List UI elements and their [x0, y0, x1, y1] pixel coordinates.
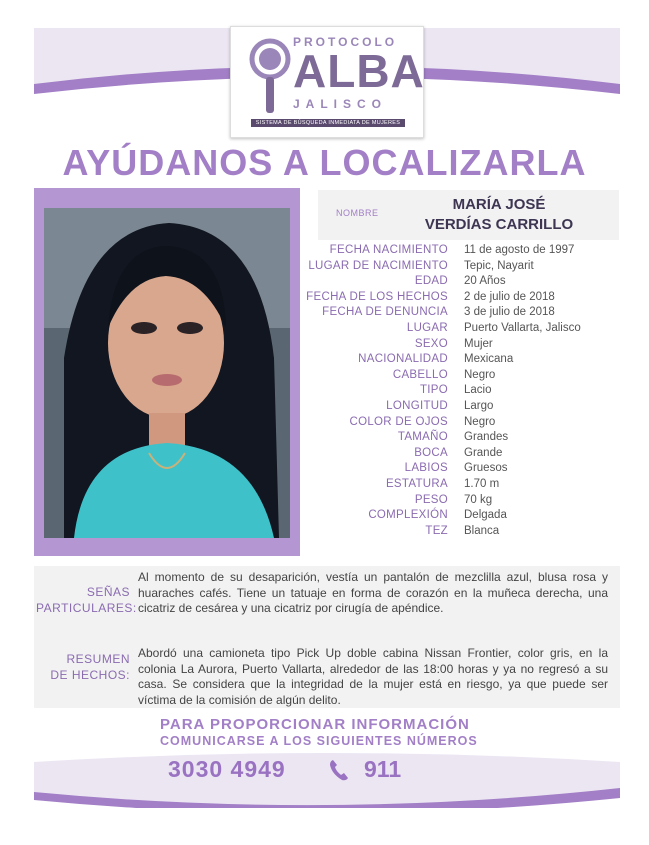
field-value: Tepic, Nayarit [464, 259, 534, 272]
field-row [300, 369, 620, 385]
field-label: LUGAR DE NACIMIENTO [308, 259, 448, 272]
field-row [300, 353, 620, 369]
field-value: Puerto Vallarta, Jalisco [464, 321, 581, 334]
senas-label [36, 584, 137, 616]
field-label: FECHA DE DENUNCIA [322, 306, 448, 319]
field-value: Largo [464, 399, 494, 412]
field-row [300, 400, 620, 416]
contact-line-2: COMUNICARSE A LOS SIGUIENTES NÚMEROS [160, 734, 478, 748]
field-value: 1.70 m [464, 477, 500, 490]
field-value: 3 de julio de 2018 [464, 306, 555, 319]
field-value: 2 de julio de 2018 [464, 290, 555, 303]
field-row [300, 462, 620, 478]
field-row [300, 525, 620, 541]
missing-person-photo [44, 208, 290, 538]
contact-line-1: PARA PROPORCIONAR INFORMACIÓN [160, 716, 470, 733]
resumen-text: Abordó una camioneta tipo Pick Up doble cabina Nissan Frontier, color gris, en la colonia La Aurora, Puerto Vallarta, alrededor de las 18:00 horas y ya no regresó a su casa. Se considera que la integridad de la mujer está en riesgo, ya que puede ser víctima de la comisión de algún delito. [138, 646, 608, 707]
resumen-label-line-1: RESUMEN [66, 652, 130, 666]
senas-text: Al momento de su desaparición, vestía un pantalón de mezclilla azul, blusa rosa y huaraches cafés. Tiene un tatuaje en forma de corazón en la muñeca derecha, una cicatriz de cesárea y una cicatriz por cirugía de apéndice. [138, 570, 608, 615]
resumen-label-line-2: DE HECHOS: [50, 668, 130, 682]
field-label: COLOR DE OJOS [349, 415, 448, 428]
page-title: AYÚDANOS A LOCALIZARLA [62, 142, 587, 183]
logo-sistema: SISTEMA DE BÚSQUEDA INMEDIATA DE MUJERES [251, 119, 405, 127]
field-value: 70 kg [464, 493, 493, 506]
field-label: BOCA [414, 446, 448, 459]
name-line-1: MARÍA JOSÉ [452, 196, 546, 213]
field-label: LUGAR [406, 321, 448, 334]
field-value: Grande [464, 446, 503, 459]
alba-logo [230, 26, 424, 138]
field-value: Gruesos [464, 462, 508, 475]
field-row [300, 338, 620, 354]
field-label: EDAD [414, 275, 448, 288]
person-name [390, 195, 608, 235]
field-label: NACIONALIDAD [358, 353, 448, 366]
field-value: Mexicana [464, 353, 514, 366]
field-label: SEXO [414, 337, 448, 350]
field-row [300, 416, 620, 432]
phone-icon [328, 758, 350, 782]
field-value: Negro [464, 368, 496, 381]
field-label: FECHA DE LOS HECHOS [306, 290, 448, 303]
details-list [300, 244, 620, 540]
field-value: Grandes [464, 431, 509, 444]
resumen-label [36, 651, 130, 683]
field-value: 20 Años [464, 275, 506, 288]
field-row [300, 447, 620, 463]
field-row [300, 275, 620, 291]
field-label: TEZ [425, 524, 448, 537]
field-row [300, 322, 620, 338]
field-row [300, 509, 620, 525]
field-row [300, 478, 620, 494]
field-row [300, 306, 620, 322]
logo-alba: ALBA [293, 45, 425, 97]
field-value: Blanca [464, 524, 500, 537]
senas-label-line-1: SEÑAS [86, 585, 130, 599]
field-row [300, 384, 620, 400]
field-label: PESO [414, 493, 448, 506]
field-label: FECHA NACIMIENTO [329, 244, 448, 256]
field-row [300, 291, 620, 307]
magnifier-icon [249, 37, 291, 117]
field-row [300, 494, 620, 510]
field-value: 11 de agosto de 1997 [464, 244, 575, 256]
logo-protocolo: PROTOCOLO [293, 35, 398, 49]
emergency-number[interactable]: 911 [364, 756, 402, 782]
field-value: Negro [464, 415, 496, 428]
field-label: ESTATURA [385, 477, 448, 490]
phone-number[interactable]: 3030 4949 [168, 756, 286, 782]
field-value: Lacio [464, 384, 492, 397]
field-label: COMPLEXIÓN [368, 509, 448, 522]
field-label: LABIOS [404, 462, 448, 475]
field-label: TIPO [419, 384, 448, 397]
field-row [300, 431, 620, 447]
name-line-2: VERDÍAS CARRILLO [424, 216, 574, 233]
footer-band [34, 748, 620, 808]
field-row [300, 260, 620, 276]
field-label: CABELLO [392, 368, 448, 381]
field-label: LONGITUD [386, 399, 448, 412]
logo-jalisco: JALISCO [293, 97, 388, 111]
field-value: Mujer [464, 337, 493, 350]
field-label: TAMAÑO [397, 431, 448, 444]
field-row [300, 244, 620, 260]
name-label: NOMBRE [336, 208, 379, 218]
senas-label-line-2: PARTICULARES: [36, 601, 137, 615]
field-value: Delgada [464, 509, 507, 522]
